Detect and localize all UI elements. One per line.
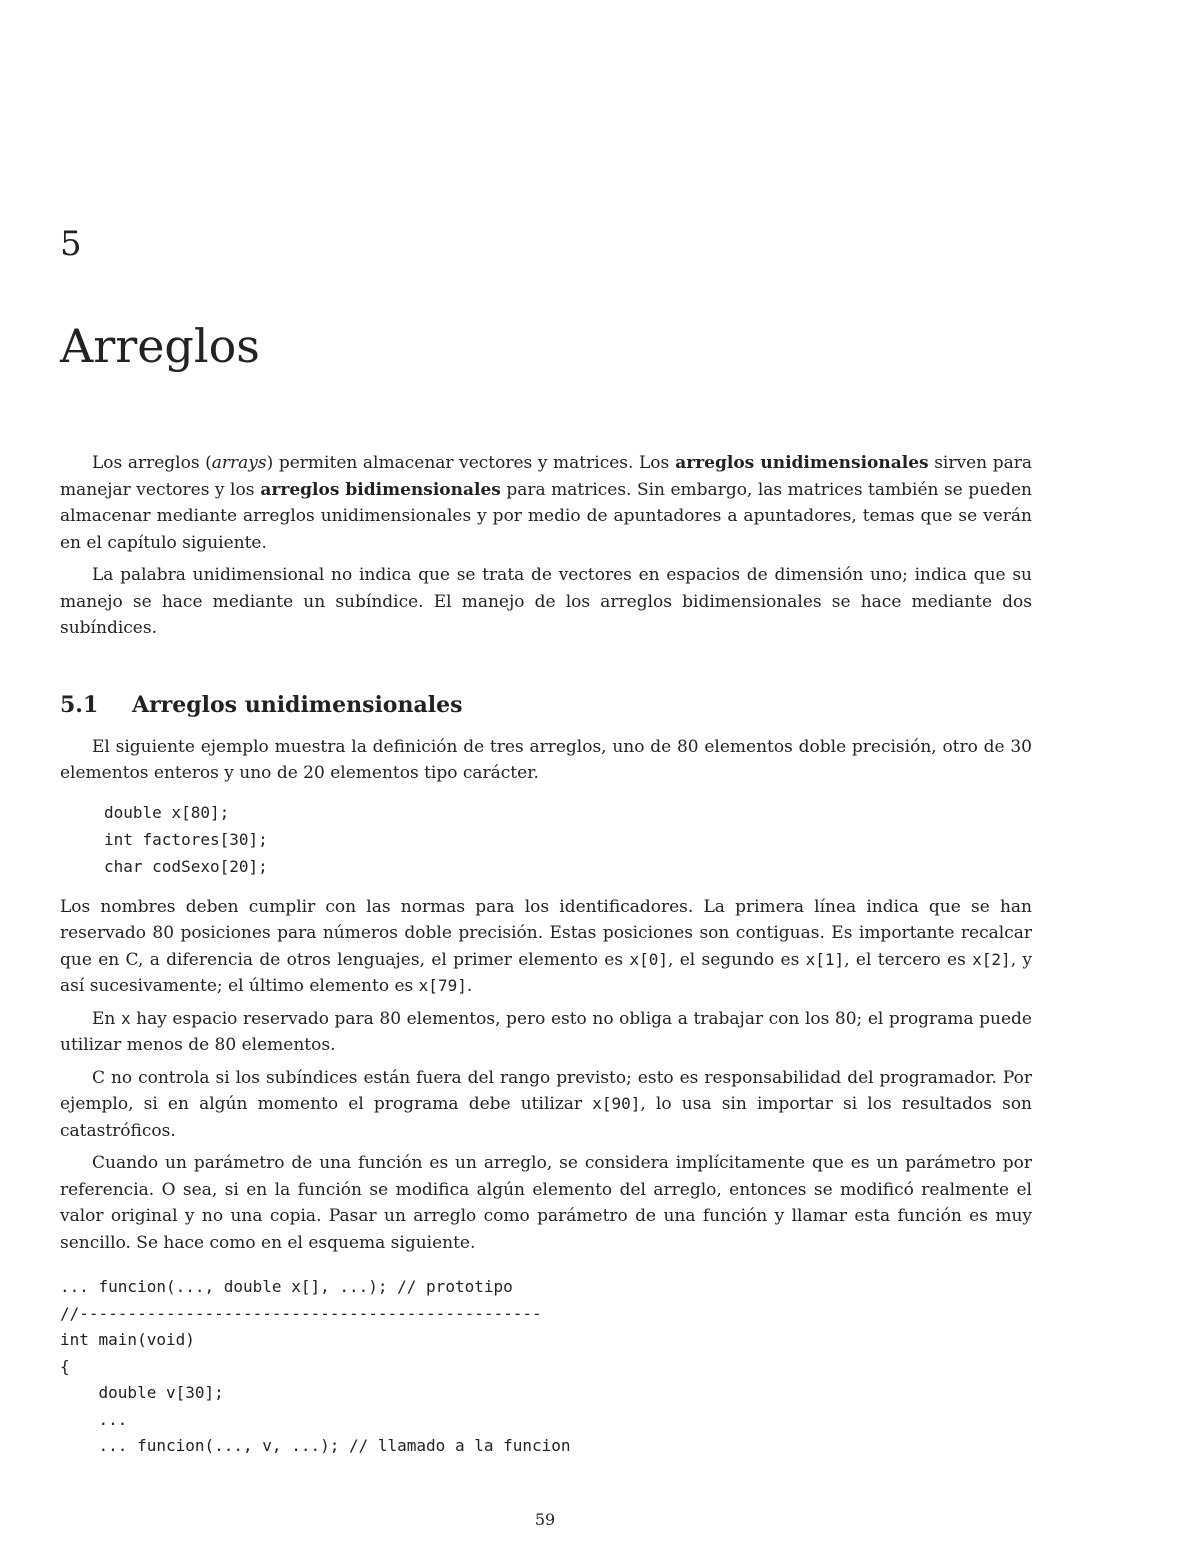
- text-run: , el tercero es: [844, 949, 973, 970]
- text-run: para matrices. Sin embargo, las matrices también se pueden almacenar mediante arreglos unidimensionales y por medio de apuntadores a apuntadores, temas que se verán en el capítulo siguiente.: [60, 479, 1033, 553]
- inline-code: x[1]: [805, 949, 845, 969]
- chapter-body: [60, 450, 1032, 1460]
- page-number: 59: [534, 1510, 556, 1529]
- chapter-title: Arreglos: [60, 319, 260, 373]
- code-block-declarations: double x[80]; int factores[30]; char codSexo[20];: [104, 802, 268, 876]
- section-paragraph-5: Cuando un parámetro de una función es un arreglo, se considera implícitamente que es un parámetro por referencia. O sea, si en la función se modifica algún elemento del arreglo, entonces se modificó realmente el valor original y no una copia. Pasar un arreglo como parámetro de una función y llamar esta función es muy sencillo. Se hace como en el esquema siguiente.: [60, 1153, 1032, 1253]
- text-run: , lo usa sin importar si los resultados son catastróficos.: [60, 1094, 1032, 1141]
- text-run: C no controla si los subíndices están fuera del rango previsto; esto es responsabilidad del programador. Por ejemplo, si en algún momento el programa debe utilizar: [60, 1067, 1032, 1114]
- text-run: ) permiten almacenar vectores y matrices. Los: [266, 453, 670, 473]
- inline-code: x[0]: [629, 949, 668, 969]
- inline-code: x[79]: [418, 976, 467, 995]
- intro-paragraph-2: La palabra unidimensional no indica que se trata de vectores en espacios de dimensión uno; indica que su manejo se hace mediante un subíndice. El manejo de los arreglos bidimensionales se hace mediante dos subíndices.: [60, 565, 1032, 638]
- term-unidimensionales: arreglos unidimensionales: [675, 453, 929, 473]
- section-paragraph-2: [60, 894, 1032, 1000]
- inline-code: x: [120, 1008, 131, 1028]
- intro-paragraph-1: [60, 450, 1032, 556]
- section-paragraph-1: El siguiente ejemplo muestra la definición de tres arreglos, uno de 80 elementos doble precisión, otro de 30 elementos enteros y uno de 20 elementos tipo carácter.: [60, 736, 1032, 783]
- text-run: , y así sucesivamente; el último elemento es: [60, 949, 1033, 996]
- text-run: sirven para manejar vectores y los: [60, 453, 1032, 500]
- section-title: Arreglos unidimensionales: [132, 691, 463, 718]
- text-run: .: [466, 976, 473, 996]
- text-run: En: [92, 1008, 121, 1029]
- section-paragraph-4: [60, 1065, 1032, 1145]
- code-block-function-scheme: ... funcion(..., double x[], ...); // prototipo //------------------------------------------------ int main(void) { double v[30]; ... ... funcion(..., v, ...); // llamado a la funcion: [60, 1277, 571, 1455]
- text-run: Los arreglos (: [92, 453, 212, 473]
- section-paragraph-3: [60, 1006, 1032, 1059]
- section-heading: [60, 690, 1032, 720]
- chapter-number: 5: [60, 224, 82, 264]
- section-number: 5.1: [60, 691, 99, 718]
- inline-code: x[2]: [972, 949, 1011, 969]
- term-bidimensionales: arreglos bidimensionales: [260, 479, 501, 500]
- emphasis-arrays: arrays: [211, 453, 267, 473]
- text-run: hay espacio reservado para 80 elementos, pero esto no obliga a trabajar con los 80; el programa puede utilizar menos de 80 elementos.: [60, 1008, 1032, 1055]
- text-run: , el segundo es: [667, 949, 806, 970]
- inline-code: x[90]: [592, 1094, 641, 1113]
- text-run: Los nombres deben cumplir con las normas para los identificadores. La primera línea indica que se han reservado 80 posiciones para números doble precisión. Estas posiciones son contiguas. Es importante recalcar que en C, a diferencia de otros lenguajes, el primer elemento es: [60, 896, 1032, 970]
